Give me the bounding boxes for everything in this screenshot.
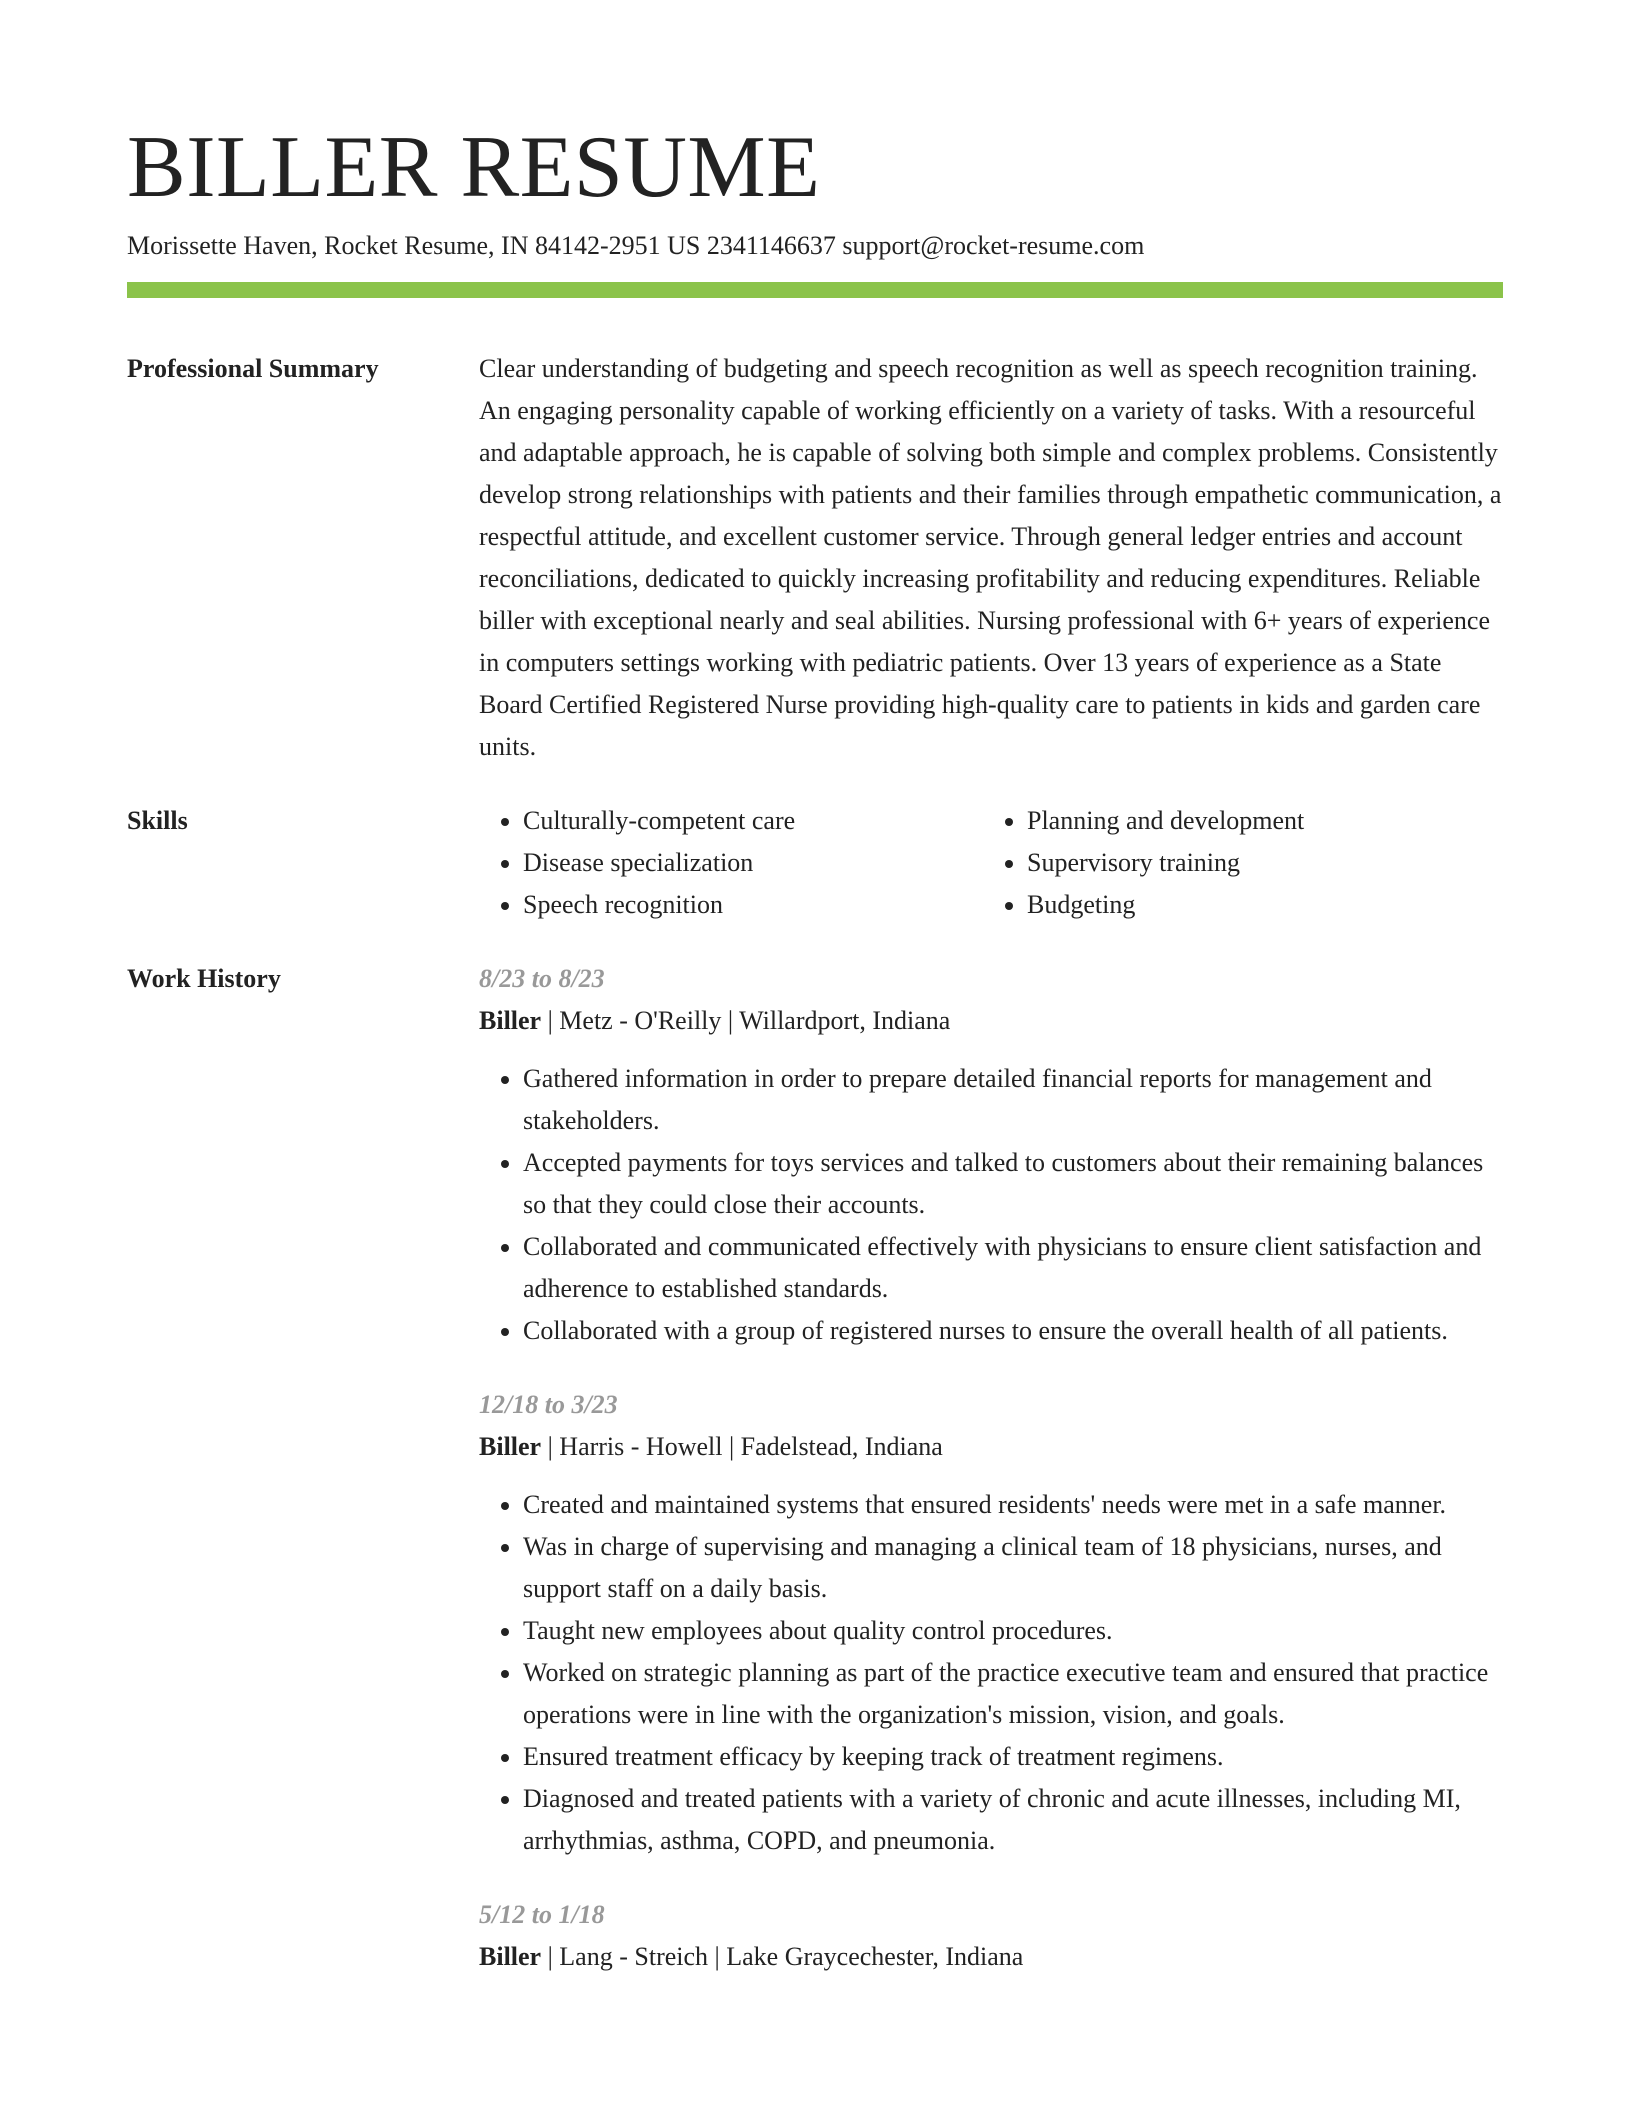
skill-item: • Planning and development bbox=[1027, 800, 1487, 842]
skills-heading: Skills bbox=[127, 806, 188, 835]
job-dates: 8/23 to 8/23 bbox=[479, 964, 605, 993]
skills-list-right bbox=[983, 800, 1487, 926]
skill-item: • Supervisory training bbox=[1027, 842, 1487, 884]
summary-heading: Professional Summary bbox=[127, 354, 379, 383]
job-bullet: • Collaborated with a group of registered nurses to ensure the overall health of all patients. bbox=[523, 1310, 1503, 1352]
job-title: Biller bbox=[479, 1006, 542, 1035]
job-bullet: • Worked on strategic planning as part of the practice executive team and ensured that practice operations were in line with the organization's mission, vision, and goals. bbox=[523, 1652, 1503, 1736]
job-heading bbox=[479, 1936, 1503, 1978]
skill-item: • Culturally-competent care bbox=[523, 800, 983, 842]
job-bullet: • Ensured treatment efficacy by keeping track of treatment regimens. bbox=[523, 1736, 1503, 1778]
skills-section bbox=[127, 800, 1503, 926]
job-title: Biller bbox=[479, 1942, 542, 1971]
resume-page bbox=[127, 118, 1503, 1978]
work-history-heading: Work History bbox=[127, 964, 281, 993]
contact-email: support@rocket-resume.com bbox=[842, 231, 1145, 260]
job-bullet: • Was in charge of supervising and managing a clinical team of 18 physicians, nurses, and support staff on a daily basis. bbox=[523, 1526, 1503, 1610]
job-heading bbox=[479, 1000, 1503, 1042]
contact-address: Morissette Haven, Rocket Resume, IN 84142-2951 US bbox=[127, 231, 701, 260]
contact-line bbox=[127, 230, 1503, 262]
skill-item: • Speech recognition bbox=[523, 884, 983, 926]
job-dates: 5/12 to 1/18 bbox=[479, 1900, 605, 1929]
job-entry bbox=[479, 1894, 1503, 1978]
job-title: Biller bbox=[479, 1432, 542, 1461]
work-history-section bbox=[127, 958, 1503, 1978]
job-entry bbox=[479, 958, 1503, 1352]
job-heading bbox=[479, 1426, 1503, 1468]
resume-title: BILLER RESUME bbox=[127, 119, 821, 216]
job-bullet: • Collaborated and communicated effectively with physicians to ensure client satisfaction and adherence to established standards. bbox=[523, 1226, 1503, 1310]
summary-section bbox=[127, 348, 1503, 768]
job-bullet: • Accepted payments for toys services and talked to customers about their remaining balances so that they could close their accounts. bbox=[523, 1142, 1503, 1226]
skill-item: • Budgeting bbox=[1027, 884, 1487, 926]
contact-phone: 2341146637 bbox=[706, 231, 836, 260]
job-details: | Lang - Streich | Lake Graycechester, Indiana bbox=[547, 1942, 1024, 1971]
job-bullets bbox=[479, 1484, 1503, 1862]
job-details: | Harris - Howell | Fadelstead, Indiana bbox=[547, 1432, 943, 1461]
job-dates: 12/18 to 3/23 bbox=[479, 1390, 618, 1419]
skills-grid bbox=[479, 800, 1503, 926]
skill-item: • Disease specialization bbox=[523, 842, 983, 884]
skills-list-left bbox=[479, 800, 983, 926]
summary-text: Clear understanding of budgeting and speech recognition as well as speech recognition training. An engaging personality capable of working efficiently on a variety of tasks. With a resourceful and adaptable approach, he is capable of solving both simple and complex problems. Consistently develop strong relationships with patients and their families through empathetic communication, a respectful attitude, and excellent customer service. Through general ledger entries and account reconciliations, dedicated to quickly increasing profitability and reducing expenditures. Reliable biller with exceptional nearly and seal abilities. Nursing professional with 6+ years of experience in computers settings working with pediatric patients. Over 13 years of experience as a State Board Certified Registered Nurse providing high-quality care to patients in kids and garden care units. bbox=[479, 354, 1502, 761]
job-bullet: • Gathered information in order to prepare detailed financial reports for management and stakeholders. bbox=[523, 1058, 1503, 1142]
job-bullet: • Diagnosed and treated patients with a variety of chronic and acute illnesses, including MI, arrhythmias, asthma, COPD, and pneumonia. bbox=[523, 1778, 1503, 1862]
job-entry bbox=[479, 1384, 1503, 1862]
job-details: | Metz - O'Reilly | Willardport, Indiana bbox=[547, 1006, 951, 1035]
header-divider bbox=[127, 282, 1503, 298]
job-bullets bbox=[479, 1058, 1503, 1352]
job-bullet: • Created and maintained systems that ensured residents' needs were met in a safe manner. bbox=[523, 1484, 1503, 1526]
job-bullet: • Taught new employees about quality control procedures. bbox=[523, 1610, 1503, 1652]
